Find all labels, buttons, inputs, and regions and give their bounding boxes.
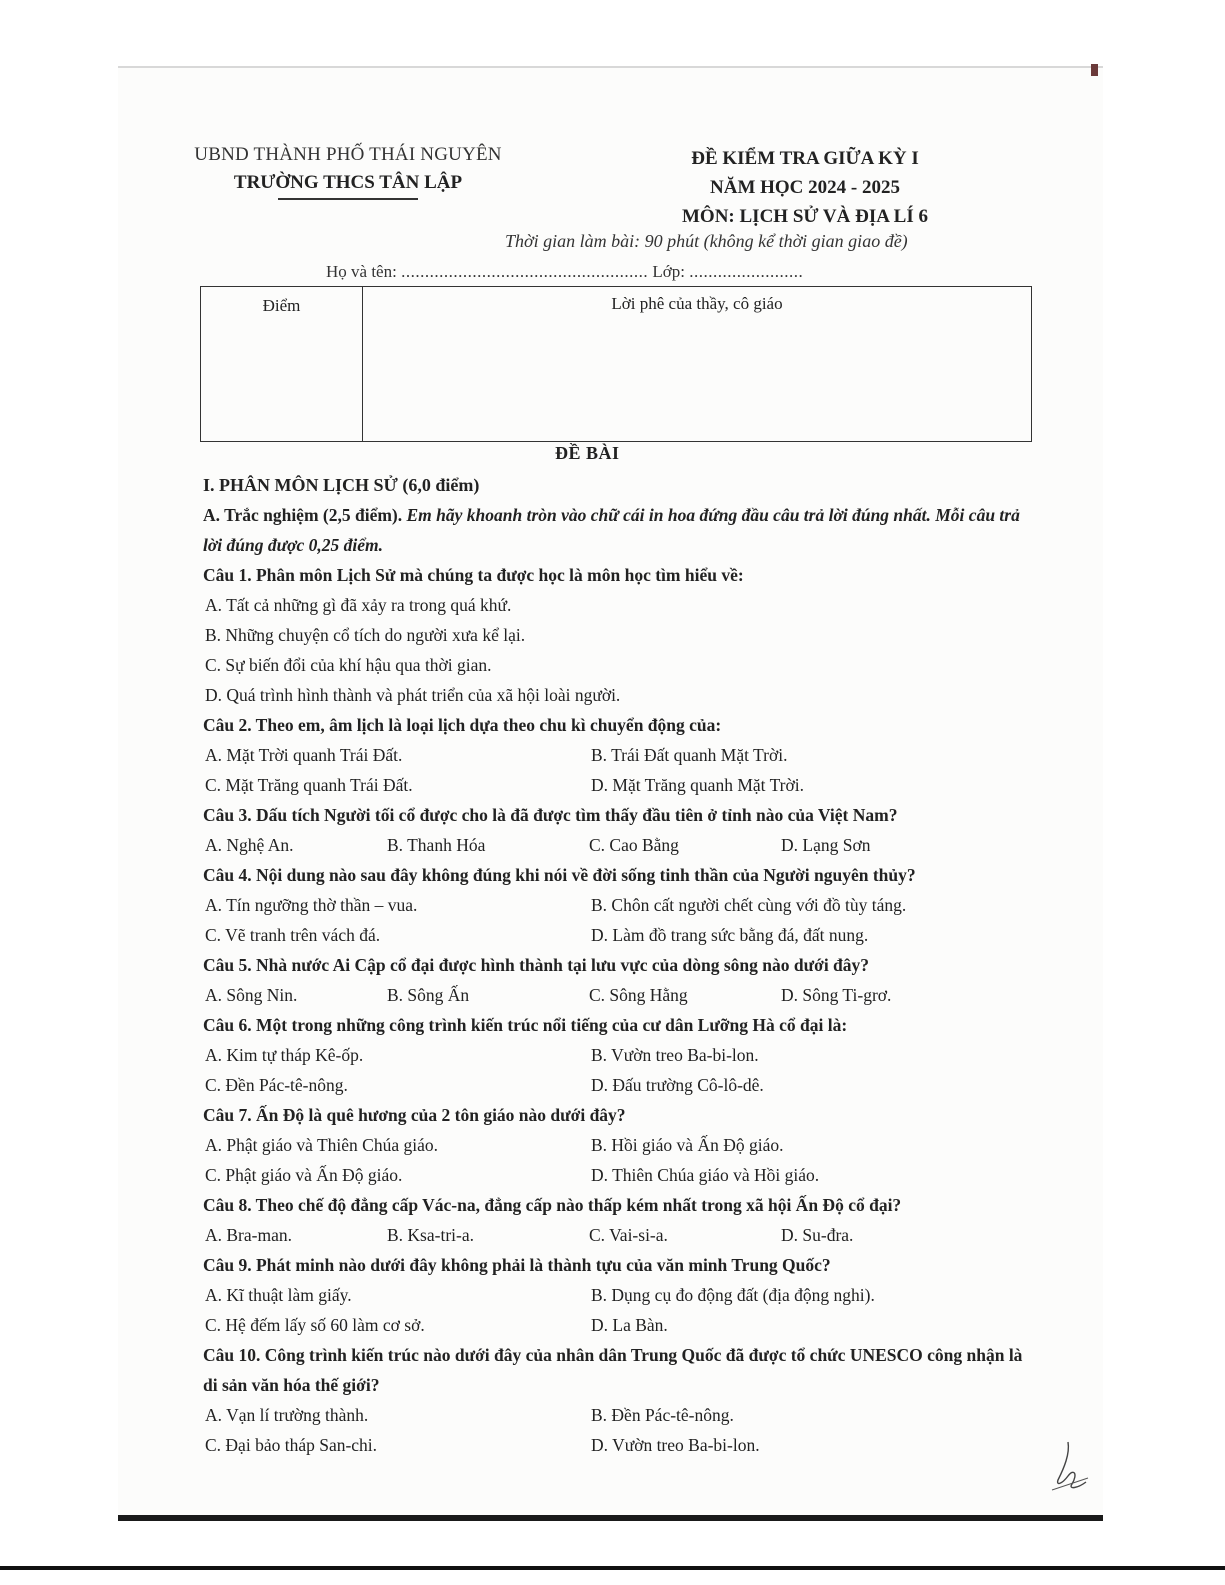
score-table <box>200 286 1032 442</box>
question-5: Câu 5. Nhà nước Ai Cập cổ đại được hình thành tại lưu vực của dòng sông nào dưới đây? <box>203 955 870 975</box>
question-8: Câu 8. Theo chế độ đẳng cấp Vác-na, đẳng cấp nào thấp kém nhất trong xã hội Ấn Độ cổ đại? <box>203 1195 902 1215</box>
q10-option-d[interactable]: D. Vườn treo Ba-bi-lon. <box>591 1435 760 1455</box>
q1-option-d[interactable]: D. Quá trình hình thành và phát triển của xã hội loài người. <box>205 685 621 705</box>
q8-option-d[interactable]: D. Su-đra. <box>781 1225 854 1245</box>
exam-body-title: ĐỀ BÀI <box>555 443 620 463</box>
q3-option-a[interactable]: A. Nghệ An. <box>205 835 294 855</box>
time-limit: Thời gian làm bài: 90 phút (không kể thời gian giao đề) <box>505 231 908 251</box>
school-year: NĂM HỌC 2024 - 2025 <box>710 177 900 198</box>
question-7: Câu 7. Ấn Độ là quê hương của 2 tôn giáo nào dưới đây? <box>203 1105 626 1125</box>
name-label: Họ và tên: <box>326 262 397 281</box>
header-left <box>168 144 528 200</box>
q2-options-row-2 <box>203 770 1033 800</box>
q2-option-c[interactable]: C. Mặt Trăng quanh Trái Đất. <box>205 775 413 795</box>
q7-option-d[interactable]: D. Thiên Chúa giáo và Hồi giáo. <box>591 1165 820 1185</box>
header-right <box>640 144 970 231</box>
q10-option-c[interactable]: C. Đại bảo tháp San-chi. <box>205 1435 378 1455</box>
q9-options-row-1 <box>203 1280 1033 1310</box>
q2-option-a[interactable]: A. Mặt Trời quanh Trái Đất. <box>205 745 403 765</box>
class-blank[interactable]: ........................ <box>689 262 804 281</box>
school-underline <box>278 198 418 200</box>
class-label: Lớp: <box>652 262 685 281</box>
part-a-heading <box>203 500 1033 560</box>
q6-option-b[interactable]: B. Vườn treo Ba-bi-lon. <box>591 1045 759 1065</box>
q9-options-row-2 <box>203 1310 1033 1340</box>
q1-option-c[interactable]: C. Sự biến đổi của khí hậu qua thời gian. <box>205 655 492 675</box>
q10-option-b[interactable]: B. Đền Pác-tê-nông. <box>591 1405 734 1425</box>
q9-option-d[interactable]: D. La Bàn. <box>591 1315 668 1335</box>
q5-option-b[interactable]: B. Sông Ấn <box>387 985 470 1005</box>
q1-option-b[interactable]: B. Những chuyện cổ tích do người xưa kể lại. <box>205 625 526 645</box>
comment-label: Lời phê của thầy, cô giáo <box>611 294 783 313</box>
score-cell <box>201 287 363 441</box>
student-info-line <box>326 262 803 282</box>
question-9: Câu 9. Phát minh nào dưới đây không phải là thành tựu của văn minh Trung Quốc? <box>203 1255 831 1275</box>
q6-options-row-2 <box>203 1070 1033 1100</box>
q6-options-row-1 <box>203 1040 1033 1070</box>
q7-option-a[interactable]: A. Phật giáo và Thiên Chúa giáo. <box>205 1135 438 1155</box>
q7-options-row-2 <box>203 1160 1033 1190</box>
q10-options-row-2 <box>203 1430 1033 1460</box>
q9-option-b[interactable]: B. Dụng cụ đo động đất (địa động nghi). <box>591 1285 875 1305</box>
question-6: Câu 6. Một trong những công trình kiến trúc nổi tiếng của cư dân Lưỡng Hà cổ đại là: <box>203 1015 848 1035</box>
part-a-label: A. Trắc nghiệm (2,5 điểm). <box>203 505 403 525</box>
q3-option-b[interactable]: B. Thanh Hóa <box>387 835 486 855</box>
q9-option-c[interactable]: C. Hệ đếm lấy số 60 làm cơ sở. <box>205 1315 425 1335</box>
score-label: Điểm <box>262 296 301 315</box>
q2-options-row-1 <box>203 740 1033 770</box>
question-4: Câu 4. Nội dung nào sau đây không đúng khi nói về đời sống tinh thần của Người nguyên thủy? <box>203 865 916 885</box>
q3-option-c[interactable]: C. Cao Bằng <box>589 835 679 855</box>
q4-option-d[interactable]: D. Làm đồ trang sức bằng đá, đất nung. <box>591 925 869 945</box>
question-10: Câu 10. Công trình kiến trúc nào dưới đây của nhân dân Trung Quốc đã được tổ chức UNESCO công nhận là di sản văn hóa thế giới? <box>203 1345 1023 1395</box>
question-2: Câu 2. Theo em, âm lịch là loại lịch dựa theo chu kì chuyển động của: <box>203 715 722 735</box>
q2-option-d[interactable]: D. Mặt Trăng quanh Mặt Trời. <box>591 775 804 795</box>
scan-corner-mark <box>1091 64 1098 76</box>
scan-bottom-edge <box>0 1566 1225 1570</box>
exam-content <box>203 470 1033 1460</box>
q1-option-a[interactable]: A. Tất cả những gì đã xảy ra trong quá khứ. <box>205 595 512 615</box>
q8-option-b[interactable]: B. Ksa-tri-a. <box>387 1225 474 1245</box>
q4-option-c[interactable]: C. Vẽ tranh trên vách đá. <box>205 925 381 945</box>
question-3: Câu 3. Dấu tích Người tối cổ được cho là đã được tìm thấy đầu tiên ở tỉnh nào của Việt Nam? <box>203 805 898 825</box>
q6-option-a[interactable]: A. Kim tự tháp Kê-ốp. <box>205 1045 364 1065</box>
q5-options-row <box>203 980 1033 1010</box>
q5-option-d[interactable]: D. Sông Ti-grơ. <box>781 985 892 1005</box>
q7-options-row-1 <box>203 1130 1033 1160</box>
name-blank[interactable]: .................................................... <box>401 262 649 281</box>
q5-option-c[interactable]: C. Sông Hằng <box>589 985 688 1005</box>
q2-option-b[interactable]: B. Trái Đất quanh Mặt Trời. <box>591 745 788 765</box>
q3-option-d[interactable]: D. Lạng Sơn <box>781 835 871 855</box>
q7-option-b[interactable]: B. Hồi giáo và Ấn Độ giáo. <box>591 1135 784 1155</box>
q10-options-row-1 <box>203 1400 1033 1430</box>
q3-options-row <box>203 830 1033 860</box>
part-a-instruction: Em hãy khoanh tròn vào chữ cái in hoa đứng đầu câu trả lời đúng nhất. Mỗi câu trả lời đúng được 0,25 điểm. <box>203 505 1020 555</box>
q9-option-a[interactable]: A. Kĩ thuật làm giấy. <box>205 1285 352 1305</box>
q4-option-a[interactable]: A. Tín ngưỡng thờ thần – vua. <box>205 895 418 915</box>
q4-option-b[interactable]: B. Chôn cất người chết cùng với đồ tùy táng. <box>591 895 907 915</box>
q8-option-a[interactable]: A. Bra-man. <box>205 1225 292 1245</box>
agency-name: UBND THÀNH PHỐ THÁI NGUYÊN <box>194 144 502 165</box>
q4-options-row-2 <box>203 920 1033 950</box>
subject: MÔN: LỊCH SỬ VÀ ĐỊA LÍ 6 <box>682 206 928 227</box>
q4-options-row-1 <box>203 890 1033 920</box>
q6-option-d[interactable]: D. Đấu trường Cô-lô-dê. <box>591 1075 764 1095</box>
q6-option-c[interactable]: C. Đền Pác-tê-nông. <box>205 1075 348 1095</box>
q8-options-row <box>203 1220 1033 1250</box>
q5-option-a[interactable]: A. Sông Nin. <box>205 985 298 1005</box>
school-name: TRƯỜNG THCS TÂN LẬP <box>233 172 463 193</box>
section-heading: I. PHÂN MÔN LỊCH SỬ (6,0 điểm) <box>203 475 480 495</box>
signature-mark <box>1048 1440 1092 1496</box>
question-1: Câu 1. Phân môn Lịch Sử mà chúng ta được học là môn học tìm hiểu về: <box>203 565 744 585</box>
q10-option-a[interactable]: A. Vạn lí trường thành. <box>205 1405 369 1425</box>
q7-option-c[interactable]: C. Phật giáo và Ấn Độ giáo. <box>205 1165 403 1185</box>
comment-cell <box>363 287 1031 441</box>
q8-option-c[interactable]: C. Vai-si-a. <box>589 1225 668 1245</box>
exam-title: ĐỀ KIỂM TRA GIỮA KỲ I <box>691 148 919 169</box>
